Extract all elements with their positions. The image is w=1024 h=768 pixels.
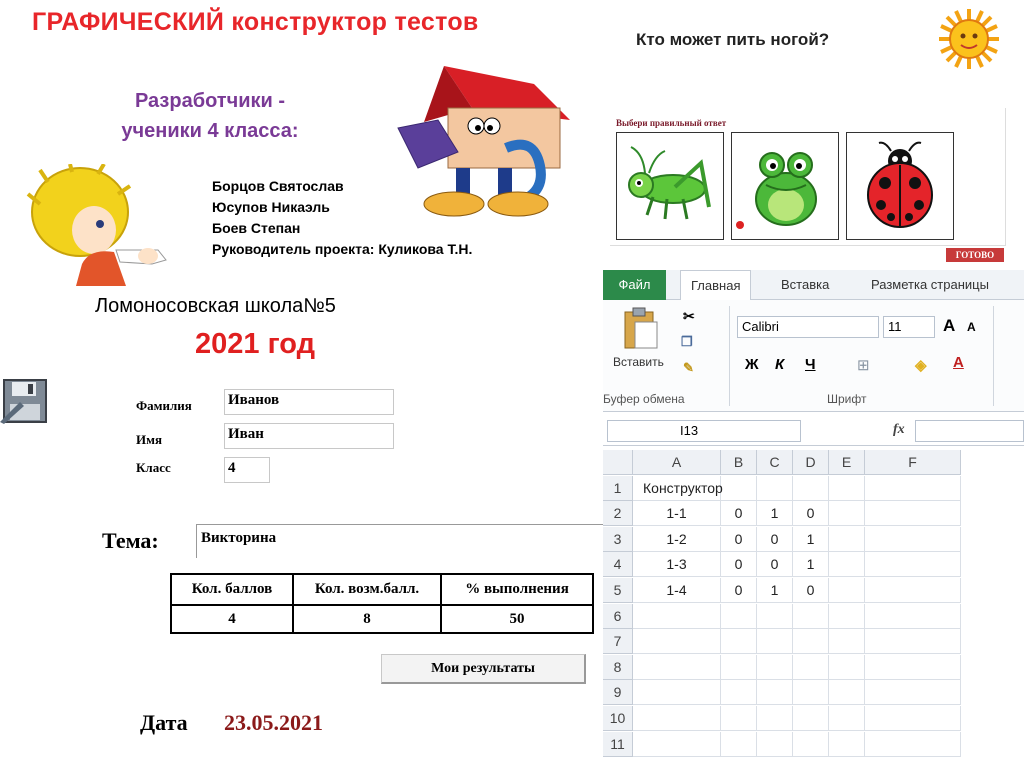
table-cell[interactable]: 1-2 [633, 527, 721, 552]
surname-label: Фамилия [136, 398, 192, 413]
table-cell[interactable] [721, 732, 757, 757]
table-cell[interactable]: 0 [721, 552, 757, 577]
table-cell[interactable] [865, 501, 961, 526]
group-separator [729, 306, 730, 406]
table-cell[interactable] [829, 732, 865, 757]
max-score-value: 8 [293, 605, 441, 633]
girl-reading-illustration [20, 164, 170, 288]
tab-file[interactable]: Файл [603, 270, 666, 300]
name-box[interactable]: I13 [607, 420, 801, 442]
score-header: Кол. баллов [171, 574, 293, 605]
row-header[interactable]: 2 [603, 501, 633, 526]
bold-button[interactable]: Ж [745, 356, 759, 373]
table-cell[interactable] [793, 629, 829, 654]
project-lead: Руководитель проекта: Куликова Т.Н. [212, 241, 473, 257]
table-cell[interactable] [793, 655, 829, 680]
name-input[interactable]: Иван [224, 423, 394, 449]
column-header[interactable]: B [721, 450, 757, 475]
table-cell[interactable] [793, 706, 829, 731]
table-cell[interactable] [829, 476, 865, 501]
table-cell[interactable]: 1 [793, 552, 829, 577]
table-cell[interactable]: 0 [757, 527, 793, 552]
table-cell[interactable] [829, 604, 865, 629]
table-cell[interactable] [829, 655, 865, 680]
sun-icon [938, 8, 1000, 70]
cut-icon[interactable]: ✂ [683, 308, 695, 324]
table-cell[interactable] [633, 732, 721, 757]
excel-window [603, 270, 1024, 768]
row-header[interactable]: 8 [603, 655, 633, 680]
percent-header: % выполнения [441, 574, 593, 605]
table-cell[interactable] [633, 706, 721, 731]
tab-page-layout[interactable]: Разметка страницы [871, 277, 989, 292]
column-header[interactable]: A [633, 450, 721, 475]
paste-label[interactable]: Вставить [613, 355, 664, 369]
my-results-button[interactable]: Мои результаты [381, 654, 586, 684]
choice-grasshopper[interactable] [616, 132, 724, 240]
table-cell[interactable] [721, 655, 757, 680]
column-header[interactable]: F [865, 450, 961, 475]
table-cell[interactable]: 0 [721, 578, 757, 603]
row-header[interactable]: 5 [603, 578, 633, 603]
row-header[interactable]: 1 [603, 476, 633, 501]
table-cell[interactable] [829, 680, 865, 705]
table-cell[interactable] [829, 629, 865, 654]
max-score-header: Кол. возм.балл. [293, 574, 441, 605]
house-reading-illustration [394, 56, 574, 218]
font-name-select[interactable]: Calibri [737, 316, 879, 338]
app-title: ГРАФИЧЕСКИЙ конструктор тестов [32, 8, 479, 36]
ladybug-icon [847, 133, 953, 239]
font-color-icon[interactable]: A [953, 354, 964, 371]
tab-home[interactable]: Главная [680, 270, 751, 301]
choice-frog[interactable] [731, 132, 839, 240]
clipboard-group-label: Буфер обмена [603, 392, 685, 406]
choice-ladybug[interactable] [846, 132, 954, 240]
table-cell[interactable] [721, 476, 757, 501]
table-cell[interactable] [793, 476, 829, 501]
table-cell[interactable]: 1-4 [633, 578, 721, 603]
table-cell[interactable] [721, 680, 757, 705]
table-cell[interactable]: 0 [757, 552, 793, 577]
table-cell[interactable]: 0 [721, 501, 757, 526]
table-cell[interactable]: 0 [793, 501, 829, 526]
grow-font-button[interactable]: A [943, 316, 956, 335]
ribbon-tabs [603, 270, 1024, 300]
results-value-row [171, 605, 593, 633]
table-cell[interactable] [865, 655, 961, 680]
developer-name: Борцов Святослав [212, 178, 344, 194]
table-cell[interactable] [721, 629, 757, 654]
copy-icon[interactable]: ❐ [681, 334, 693, 349]
done-button[interactable]: ГОТОВО [946, 248, 1004, 262]
table-cell[interactable] [793, 732, 829, 757]
column-header[interactable]: E [829, 450, 865, 475]
table-cell[interactable] [757, 732, 793, 757]
table-cell[interactable] [793, 680, 829, 705]
table-cell[interactable] [829, 552, 865, 577]
table-cell[interactable] [757, 604, 793, 629]
developer-name: Боев Степан [212, 220, 301, 236]
font-size-select[interactable]: 11 [883, 316, 935, 338]
font-group-label: Шрифт [827, 392, 867, 406]
table-cell[interactable] [865, 629, 961, 654]
row-header[interactable]: 6 [603, 604, 633, 629]
quiz-question: Кто может пить ногой? [636, 30, 830, 49]
table-cell[interactable] [633, 655, 721, 680]
borders-icon[interactable]: ⊞ [857, 357, 870, 374]
table-cell[interactable]: 1-3 [633, 552, 721, 577]
table-cell[interactable] [721, 604, 757, 629]
paste-icon[interactable] [621, 306, 661, 352]
name-label: Имя [136, 432, 162, 447]
table-cell[interactable]: 1 [793, 527, 829, 552]
class-label: Класс [136, 460, 171, 475]
table-cell[interactable] [829, 527, 865, 552]
table-cell[interactable] [865, 604, 961, 629]
score-value: 4 [171, 605, 293, 633]
table-cell[interactable] [865, 552, 961, 577]
table-cell[interactable] [829, 578, 865, 603]
table-cell[interactable] [829, 501, 865, 526]
results-table [170, 573, 594, 634]
table-cell[interactable] [865, 527, 961, 552]
table-cell[interactable] [829, 706, 865, 731]
year: 2021 год [195, 328, 316, 360]
table-cell[interactable] [865, 732, 961, 757]
format-painter-icon[interactable]: ✎ [683, 360, 694, 375]
quiz-hint: Выбери правильный ответ [616, 118, 727, 128]
table-cell[interactable]: 1 [757, 578, 793, 603]
table-cell[interactable]: 0 [793, 578, 829, 603]
theme-input[interactable]: Викторина [196, 524, 606, 558]
table-cell[interactable] [757, 655, 793, 680]
table-cell[interactable] [633, 629, 721, 654]
table-cell[interactable] [757, 476, 793, 501]
table-cell[interactable] [865, 578, 961, 603]
results-header-row [171, 574, 593, 605]
column-header[interactable]: C [757, 450, 793, 475]
table-cell[interactable] [721, 706, 757, 731]
row-header[interactable]: 3 [603, 527, 633, 552]
row-header[interactable]: 10 [603, 706, 633, 731]
select-all-corner[interactable] [603, 450, 633, 475]
formula-bar [603, 416, 1024, 446]
italic-button[interactable]: К [775, 356, 785, 373]
save-icon[interactable] [0, 378, 48, 424]
table-cell[interactable] [757, 629, 793, 654]
developer-name: Юсупов Никаэль [212, 199, 330, 215]
row-header[interactable]: 9 [603, 680, 633, 705]
table-cell[interactable] [757, 680, 793, 705]
table-cell[interactable] [865, 706, 961, 731]
percent-value: 50 [441, 605, 593, 633]
table-cell[interactable]: 0 [721, 527, 757, 552]
table-cell[interactable]: 1 [757, 501, 793, 526]
table-cell[interactable] [793, 604, 829, 629]
row-header[interactable]: 7 [603, 629, 633, 654]
developers-heading: Разработчики - ученики 4 класса: [121, 90, 299, 142]
fx-icon[interactable]: fx [893, 422, 905, 437]
underline-button[interactable]: Ч [805, 356, 816, 373]
table-cell[interactable] [865, 680, 961, 705]
formula-input[interactable] [915, 420, 1024, 442]
table-cell[interactable] [633, 604, 721, 629]
date-value: 23.05.2021 [224, 710, 323, 735]
fill-color-icon[interactable]: ◈ [915, 357, 927, 374]
table-cell[interactable] [865, 476, 961, 501]
row-header[interactable]: 11 [603, 732, 633, 757]
table-cell[interactable]: Конструктор [633, 476, 721, 501]
ribbon-home [603, 300, 1024, 412]
grasshopper-icon [617, 133, 723, 239]
surname-input[interactable]: Иванов [224, 389, 394, 415]
frog-icon [732, 133, 838, 239]
tab-insert[interactable]: Вставка [781, 277, 830, 292]
table-cell[interactable]: 1-1 [633, 501, 721, 526]
column-header[interactable]: D [793, 450, 829, 475]
table-cell[interactable] [633, 680, 721, 705]
date-label: Дата [140, 710, 188, 735]
shrink-font-button[interactable]: A [967, 320, 976, 334]
school-name: Ломоносовская школа№5 [95, 295, 336, 317]
theme-label: Тема: [102, 528, 159, 553]
group-separator [993, 306, 994, 406]
class-input[interactable]: 4 [224, 457, 270, 483]
table-cell[interactable] [757, 706, 793, 731]
row-header[interactable]: 4 [603, 552, 633, 577]
